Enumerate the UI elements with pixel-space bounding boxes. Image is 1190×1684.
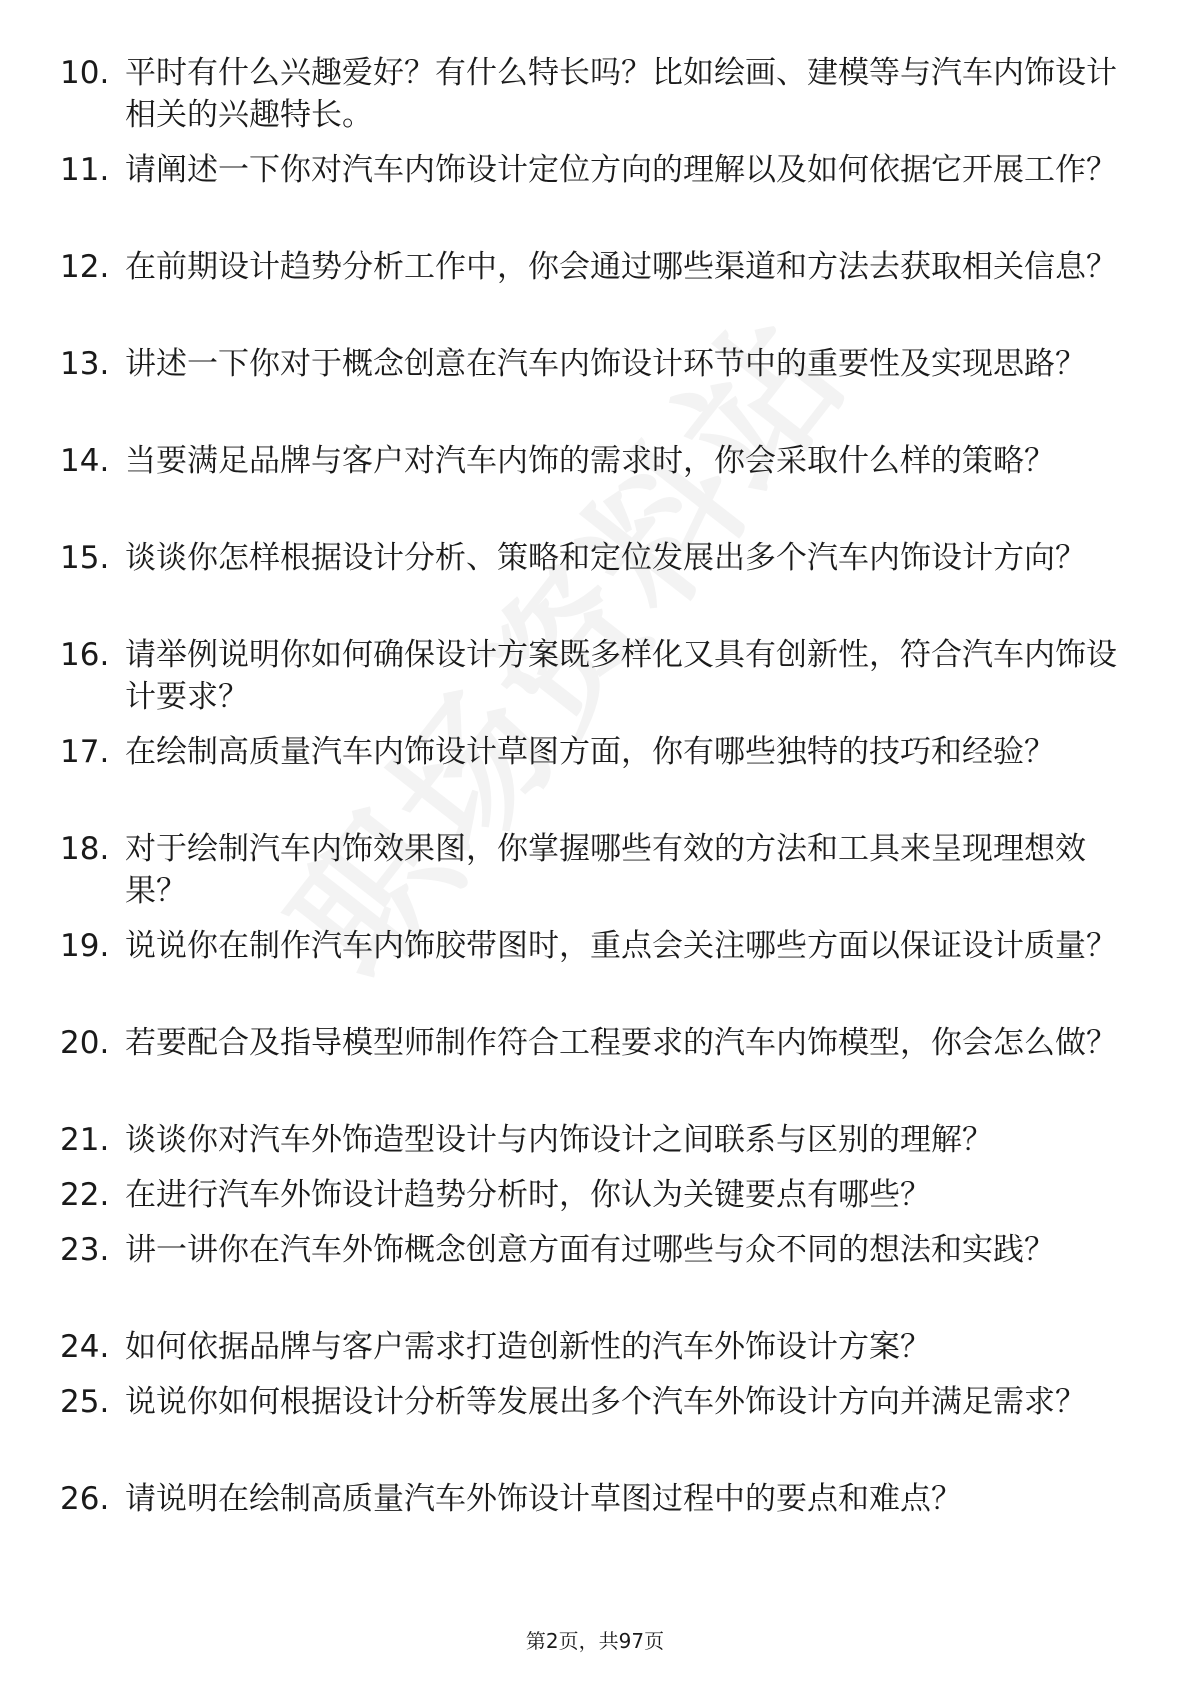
question-text: 在前期设计趋势分析工作中，你会通过哪些渠道和方法去获取相关信息？ — [125, 249, 1117, 285]
question-text: 说说你如何根据设计分析等发展出多个汽车外饰设计方向并满足需求？ — [125, 1384, 1086, 1420]
question-number: 11. — [60, 152, 110, 188]
question-text: 若要配合及指导模型师制作符合工程要求的汽车内饰模型，你会怎么做？ — [125, 1025, 1117, 1061]
question-text: 说说你在制作汽车内饰胶带图时，重点会关注哪些方面以保证设计质量？ — [125, 928, 1117, 964]
question-number: 22. — [60, 1177, 110, 1213]
question-text: 谈谈你怎样根据设计分析、策略和定位发展出多个汽车内饰设计方向？ — [125, 540, 1086, 576]
question-number: 24. — [60, 1329, 110, 1365]
question-number: 19. — [60, 928, 110, 964]
question-text: 在进行汽车外饰设计趋势分析时，你认为关键要点有哪些？ — [125, 1177, 931, 1213]
question-number: 21. — [60, 1122, 110, 1158]
question-number: 18. — [60, 831, 110, 867]
question-text: 谈谈你对汽车外饰造型设计与内饰设计之间联系与区别的理解？ — [125, 1122, 993, 1158]
question-number: 15. — [60, 540, 110, 576]
question-text: 对于绘制汽车内饰效果图，你掌握哪些有效的方法和工具来呈现理想效果？ — [125, 831, 1086, 909]
question-text: 平时有什么兴趣爱好？有什么特长吗？比如绘画、建模等与汽车内饰设计相关的兴趣特长。 — [125, 55, 1117, 133]
question-number: 16. — [60, 637, 110, 673]
question-number: 17. — [60, 734, 110, 770]
question-text: 请说明在绘制高质量汽车外饰设计草图过程中的要点和难点？ — [125, 1481, 962, 1517]
question-number: 25. — [60, 1384, 110, 1420]
question-text: 在绘制高质量汽车内饰设计草图方面，你有哪些独特的技巧和经验？ — [125, 734, 1055, 770]
question-text: 请阐述一下你对汽车内饰设计定位方向的理解以及如何依据它开展工作？ — [125, 152, 1117, 188]
question-number: 13. — [60, 346, 110, 382]
question-text: 讲述一下你对于概念创意在汽车内饰设计环节中的重要性及实现思路？ — [125, 346, 1086, 382]
question-number: 10. — [60, 55, 110, 91]
question-text: 讲一讲你在汽车外饰概念创意方面有过哪些与众不同的想法和实践？ — [125, 1232, 1055, 1268]
question-text: 当要满足品牌与客户对汽车内饰的需求时，你会采取什么样的策略？ — [125, 443, 1055, 479]
page-indicator: 第2页，共97页 — [525, 1629, 665, 1653]
question-number: 12. — [60, 249, 110, 285]
question-text: 如何依据品牌与客户需求打造创新性的汽车外饰设计方案？ — [125, 1329, 931, 1365]
question-text: 请举例说明你如何确保设计方案既多样化又具有创新性，符合汽车内饰设计要求？ — [125, 637, 1117, 715]
question-number: 14. — [60, 443, 110, 479]
question-number: 26. — [60, 1481, 110, 1517]
question-number: 23. — [60, 1232, 110, 1268]
question-number: 20. — [60, 1025, 110, 1061]
